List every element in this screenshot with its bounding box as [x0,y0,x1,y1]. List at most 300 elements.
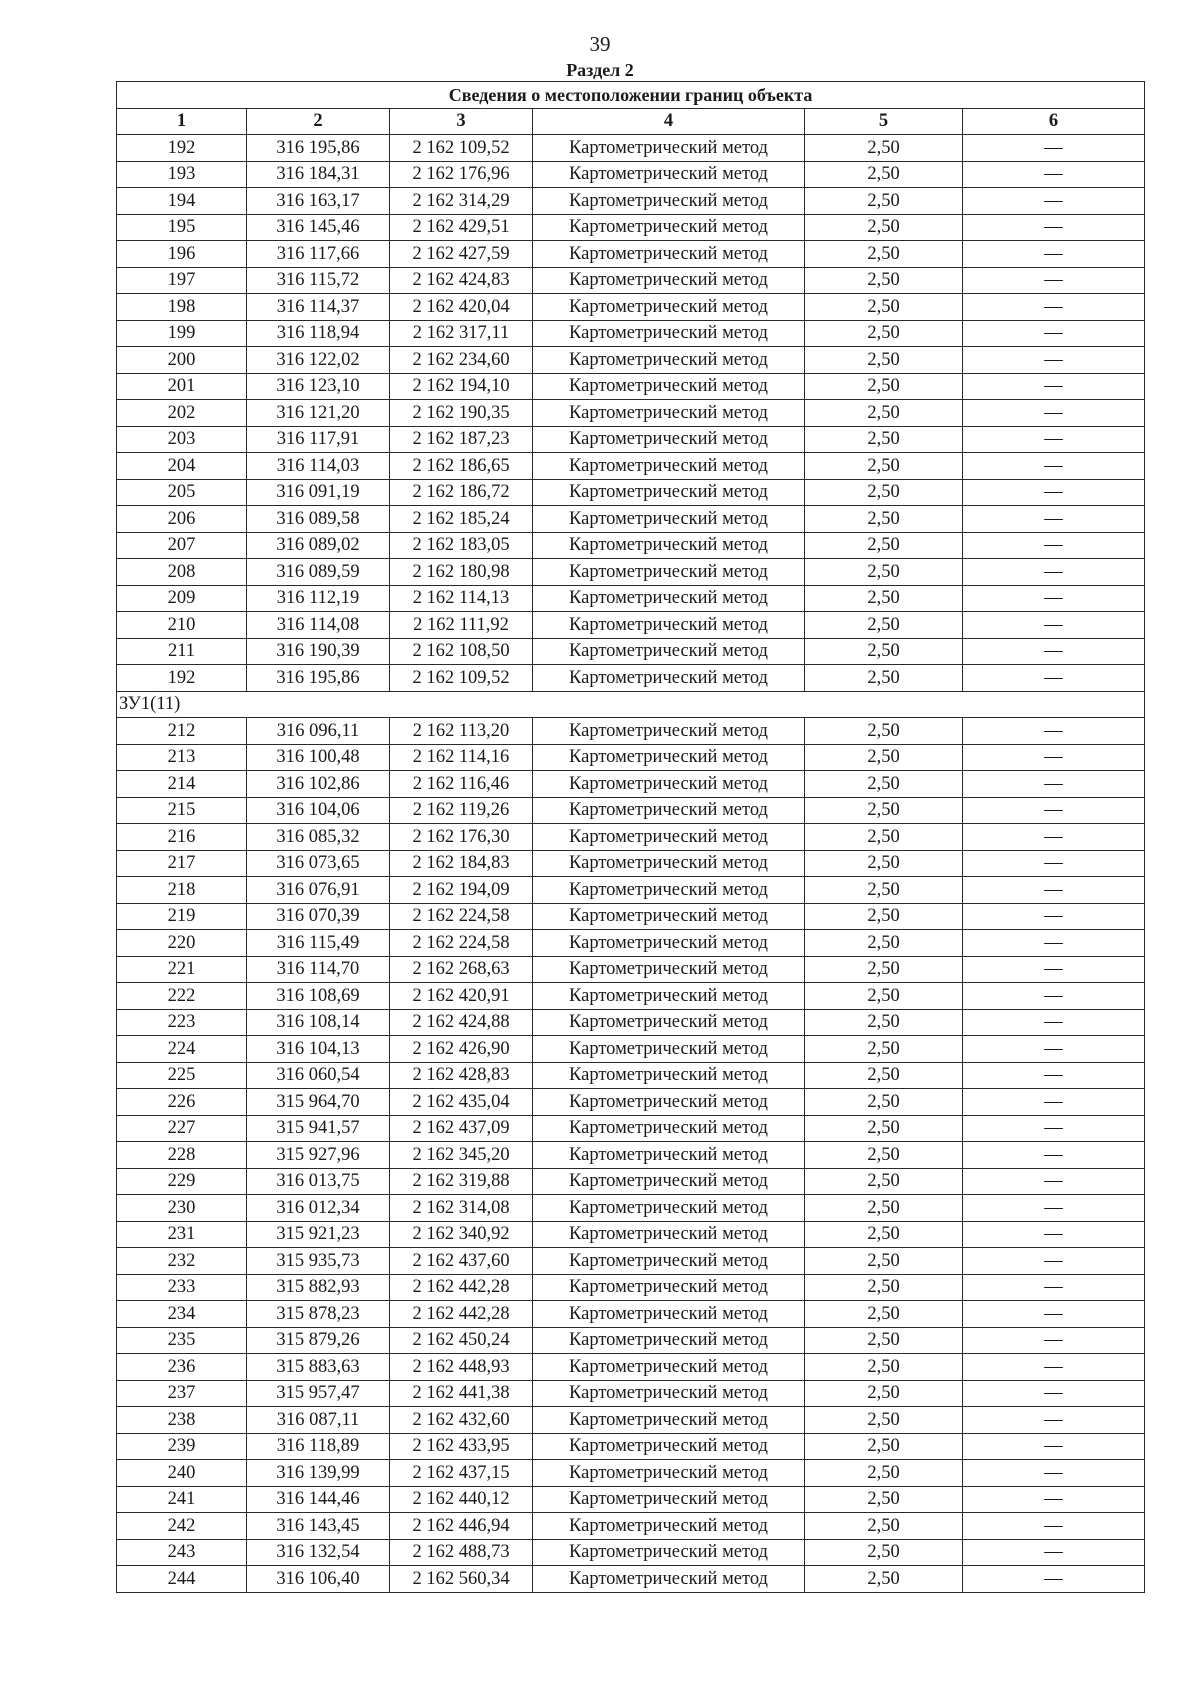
accuracy-cell: 2,50 [805,161,963,188]
table-row [117,824,1145,851]
y-coordinate-cell: 2 162 108,50 [390,638,533,665]
point-number-cell: 197 [117,267,247,294]
table-row [117,241,1145,268]
x-coordinate-cell: 316 012,34 [247,1195,390,1222]
method-cell: Картометрический метод [533,479,805,506]
accuracy-cell: 2,50 [805,214,963,241]
note-cell: — [963,559,1145,586]
table-row [117,479,1145,506]
note-cell: — [963,1195,1145,1222]
accuracy-cell: 2,50 [805,320,963,347]
section-title: Раздел 2 [566,60,634,80]
method-cell: Картометрический метод [533,983,805,1010]
y-coordinate-cell: 2 162 114,13 [390,585,533,612]
accuracy-cell: 2,50 [805,1115,963,1142]
note-cell: — [963,771,1145,798]
accuracy-cell: 2,50 [805,1327,963,1354]
note-cell: — [963,983,1145,1010]
table-row [117,161,1145,188]
table-row [117,267,1145,294]
point-number-cell: 213 [117,744,247,771]
method-cell: Картометрический метод [533,1486,805,1513]
table-body [117,135,1145,1593]
y-coordinate-cell: 2 162 119,26 [390,797,533,824]
x-coordinate-cell: 315 927,96 [247,1142,390,1169]
point-number-cell: 202 [117,400,247,427]
note-cell: — [963,1062,1145,1089]
y-coordinate-cell: 2 162 194,10 [390,373,533,400]
x-coordinate-cell: 316 073,65 [247,850,390,877]
x-coordinate-cell: 316 123,10 [247,373,390,400]
column-header-3: 3 [390,108,533,135]
point-number-cell: 224 [117,1036,247,1063]
x-coordinate-cell: 316 013,75 [247,1168,390,1195]
note-cell: — [963,294,1145,321]
accuracy-cell: 2,50 [805,744,963,771]
note-cell: — [963,824,1145,851]
method-cell: Картометрический метод [533,665,805,692]
table-row [117,1460,1145,1487]
y-coordinate-cell: 2 162 113,20 [390,718,533,745]
y-coordinate-cell: 2 162 433,95 [390,1433,533,1460]
table-row [117,1274,1145,1301]
point-number-cell: 232 [117,1248,247,1275]
y-coordinate-cell: 2 162 176,30 [390,824,533,851]
point-number-cell: 209 [117,585,247,612]
table-row [117,1566,1145,1593]
method-cell: Картометрический метод [533,718,805,745]
point-number-cell: 221 [117,956,247,983]
accuracy-cell: 2,50 [805,347,963,374]
accuracy-cell: 2,50 [805,532,963,559]
method-cell: Картометрический метод [533,506,805,533]
x-coordinate-cell: 316 102,86 [247,771,390,798]
x-coordinate-cell: 316 087,11 [247,1407,390,1434]
accuracy-cell: 2,50 [805,665,963,692]
accuracy-cell: 2,50 [805,1460,963,1487]
accuracy-cell: 2,50 [805,903,963,930]
note-cell: — [963,1539,1145,1566]
x-coordinate-cell: 316 070,39 [247,903,390,930]
y-coordinate-cell: 2 162 424,88 [390,1009,533,1036]
point-number-cell: 219 [117,903,247,930]
note-cell: — [963,453,1145,480]
y-coordinate-cell: 2 162 116,46 [390,771,533,798]
y-coordinate-cell: 2 162 420,91 [390,983,533,1010]
table-row [117,612,1145,639]
table-row [117,956,1145,983]
note-cell: — [963,877,1145,904]
accuracy-cell: 2,50 [805,612,963,639]
method-cell: Картометрический метод [533,1539,805,1566]
accuracy-cell: 2,50 [805,930,963,957]
method-cell: Картометрический метод [533,532,805,559]
x-coordinate-cell: 315 878,23 [247,1301,390,1328]
accuracy-cell: 2,50 [805,956,963,983]
table-row [117,1301,1145,1328]
y-coordinate-cell: 2 162 488,73 [390,1539,533,1566]
point-number-cell: 212 [117,718,247,745]
x-coordinate-cell: 316 114,70 [247,956,390,983]
point-number-cell: 240 [117,1460,247,1487]
table-row [117,1433,1145,1460]
point-number-cell: 243 [117,1539,247,1566]
note-cell: — [963,1354,1145,1381]
note-cell: — [963,347,1145,374]
note-cell: — [963,214,1145,241]
y-coordinate-cell: 2 162 426,90 [390,1036,533,1063]
x-coordinate-cell: 316 115,49 [247,930,390,957]
y-coordinate-cell: 2 162 446,94 [390,1513,533,1540]
y-coordinate-cell: 2 162 420,04 [390,294,533,321]
x-coordinate-cell: 315 935,73 [247,1248,390,1275]
point-number-cell: 203 [117,426,247,453]
y-coordinate-cell: 2 162 186,72 [390,479,533,506]
method-cell: Картометрический метод [533,1195,805,1222]
method-cell: Картометрический метод [533,1248,805,1275]
y-coordinate-cell: 2 162 194,09 [390,877,533,904]
accuracy-cell: 2,50 [805,479,963,506]
point-number-cell: 217 [117,850,247,877]
note-cell: — [963,1566,1145,1593]
y-coordinate-cell: 2 162 428,83 [390,1062,533,1089]
note-cell: — [963,612,1145,639]
accuracy-cell: 2,50 [805,850,963,877]
y-coordinate-cell: 2 162 319,88 [390,1168,533,1195]
table-row [117,1036,1145,1063]
table-row [117,983,1145,1010]
method-cell: Картометрический метод [533,1433,805,1460]
accuracy-cell: 2,50 [805,983,963,1010]
x-coordinate-cell: 316 139,99 [247,1460,390,1487]
boundary-coordinates-table [116,81,1145,1593]
note-cell: — [963,1248,1145,1275]
accuracy-cell: 2,50 [805,267,963,294]
accuracy-cell: 2,50 [805,771,963,798]
parcel-group-label: ЗУ1(11) [117,691,1145,718]
method-cell: Картометрический метод [533,559,805,586]
x-coordinate-cell: 316 118,94 [247,320,390,347]
note-cell: — [963,532,1145,559]
point-number-cell: 229 [117,1168,247,1195]
y-coordinate-cell: 2 162 448,93 [390,1354,533,1381]
method-cell: Картометрический метод [533,267,805,294]
point-number-cell: 210 [117,612,247,639]
point-number-cell: 192 [117,665,247,692]
x-coordinate-cell: 316 144,46 [247,1486,390,1513]
point-number-cell: 214 [117,771,247,798]
column-header-5: 5 [805,108,963,135]
note-cell: — [963,1380,1145,1407]
table-row [117,1009,1145,1036]
accuracy-cell: 2,50 [805,241,963,268]
table-row [117,771,1145,798]
table-row [117,1248,1145,1275]
point-number-cell: 225 [117,1062,247,1089]
accuracy-cell: 2,50 [805,1539,963,1566]
table-row [117,1062,1145,1089]
x-coordinate-cell: 316 184,31 [247,161,390,188]
accuracy-cell: 2,50 [805,1195,963,1222]
table-row [117,320,1145,347]
y-coordinate-cell: 2 162 109,52 [390,135,533,162]
table-row [117,347,1145,374]
note-cell: — [963,903,1145,930]
table-row [117,1115,1145,1142]
accuracy-cell: 2,50 [805,1036,963,1063]
y-coordinate-cell: 2 162 427,59 [390,241,533,268]
table-row [117,135,1145,162]
column-header-6: 6 [963,108,1145,135]
y-coordinate-cell: 2 162 176,96 [390,161,533,188]
point-number-cell: 198 [117,294,247,321]
x-coordinate-cell: 315 941,57 [247,1115,390,1142]
method-cell: Картометрический метод [533,1513,805,1540]
table-row [117,453,1145,480]
table-row [117,214,1145,241]
point-number-cell: 234 [117,1301,247,1328]
method-cell: Картометрический метод [533,1354,805,1381]
point-number-cell: 226 [117,1089,247,1116]
point-number-cell: 242 [117,1513,247,1540]
point-number-cell: 215 [117,797,247,824]
x-coordinate-cell: 316 085,32 [247,824,390,851]
method-cell: Картометрический метод [533,1407,805,1434]
y-coordinate-cell: 2 162 268,63 [390,956,533,983]
y-coordinate-cell: 2 162 429,51 [390,214,533,241]
table-row [117,1327,1145,1354]
note-cell: — [963,135,1145,162]
method-cell: Картометрический метод [533,1566,805,1593]
y-coordinate-cell: 2 162 187,23 [390,426,533,453]
note-cell: — [963,956,1145,983]
x-coordinate-cell: 316 076,91 [247,877,390,904]
x-coordinate-cell: 316 091,19 [247,479,390,506]
point-number-cell: 211 [117,638,247,665]
x-coordinate-cell: 316 114,03 [247,453,390,480]
accuracy-cell: 2,50 [805,1513,963,1540]
point-number-cell: 208 [117,559,247,586]
x-coordinate-cell: 315 964,70 [247,1089,390,1116]
point-number-cell: 228 [117,1142,247,1169]
method-cell: Картометрический метод [533,241,805,268]
y-coordinate-cell: 2 162 114,16 [390,744,533,771]
point-number-cell: 200 [117,347,247,374]
y-coordinate-cell: 2 162 442,28 [390,1301,533,1328]
point-number-cell: 239 [117,1433,247,1460]
y-coordinate-cell: 2 162 424,83 [390,267,533,294]
point-number-cell: 201 [117,373,247,400]
point-number-cell: 231 [117,1221,247,1248]
note-cell: — [963,1142,1145,1169]
point-number-cell: 238 [117,1407,247,1434]
point-number-cell: 216 [117,824,247,851]
accuracy-cell: 2,50 [805,1566,963,1593]
point-number-cell: 227 [117,1115,247,1142]
note-cell: — [963,373,1145,400]
x-coordinate-cell: 316 096,11 [247,718,390,745]
accuracy-cell: 2,50 [805,585,963,612]
method-cell: Картометрический метод [533,1327,805,1354]
method-cell: Картометрический метод [533,824,805,851]
method-cell: Картометрический метод [533,1115,805,1142]
y-coordinate-cell: 2 162 184,83 [390,850,533,877]
method-cell: Картометрический метод [533,850,805,877]
table-row [117,188,1145,215]
accuracy-cell: 2,50 [805,1221,963,1248]
column-header-1: 1 [117,108,247,135]
note-cell: — [963,850,1145,877]
table-row [117,1195,1145,1222]
note-cell: — [963,797,1145,824]
accuracy-cell: 2,50 [805,1380,963,1407]
method-cell: Картометрический метод [533,214,805,241]
point-number-cell: 207 [117,532,247,559]
method-cell: Картометрический метод [533,453,805,480]
y-coordinate-cell: 2 162 111,92 [390,612,533,639]
note-cell: — [963,400,1145,427]
y-coordinate-cell: 2 162 437,09 [390,1115,533,1142]
accuracy-cell: 2,50 [805,824,963,851]
x-coordinate-cell: 316 104,06 [247,797,390,824]
method-cell: Картометрический метод [533,612,805,639]
note-cell: — [963,665,1145,692]
y-coordinate-cell: 2 162 183,05 [390,532,533,559]
table-row [117,1142,1145,1169]
point-number-cell: 218 [117,877,247,904]
table-row [117,1354,1145,1381]
point-number-cell: 235 [117,1327,247,1354]
table-caption-row [117,82,1145,109]
y-coordinate-cell: 2 162 437,15 [390,1460,533,1487]
method-cell: Картометрический метод [533,1168,805,1195]
method-cell: Картометрический метод [533,797,805,824]
table-row [117,638,1145,665]
accuracy-cell: 2,50 [805,797,963,824]
accuracy-cell: 2,50 [805,426,963,453]
x-coordinate-cell: 316 089,02 [247,532,390,559]
table-row [117,559,1145,586]
table-caption: Сведения о местоположении границ объекта [117,82,1145,109]
method-cell: Картометрический метод [533,1062,805,1089]
point-number-cell: 241 [117,1486,247,1513]
note-cell: — [963,744,1145,771]
method-cell: Картометрический метод [533,294,805,321]
x-coordinate-cell: 316 089,59 [247,559,390,586]
y-coordinate-cell: 2 162 109,52 [390,665,533,692]
point-number-cell: 206 [117,506,247,533]
method-cell: Картометрический метод [533,744,805,771]
accuracy-cell: 2,50 [805,1062,963,1089]
method-cell: Картометрический метод [533,877,805,904]
table-row [117,1221,1145,1248]
accuracy-cell: 2,50 [805,506,963,533]
accuracy-cell: 2,50 [805,400,963,427]
table-row [117,930,1145,957]
x-coordinate-cell: 316 195,86 [247,665,390,692]
method-cell: Картометрический метод [533,426,805,453]
accuracy-cell: 2,50 [805,373,963,400]
accuracy-cell: 2,50 [805,638,963,665]
x-coordinate-cell: 315 883,63 [247,1354,390,1381]
accuracy-cell: 2,50 [805,559,963,586]
x-coordinate-cell: 315 957,47 [247,1380,390,1407]
accuracy-cell: 2,50 [805,1009,963,1036]
point-number-cell: 192 [117,135,247,162]
column-number-row [117,108,1145,135]
table-row [117,1407,1145,1434]
method-cell: Картометрический метод [533,1036,805,1063]
accuracy-cell: 2,50 [805,1168,963,1195]
note-cell: — [963,1327,1145,1354]
table-row [117,506,1145,533]
y-coordinate-cell: 2 162 317,11 [390,320,533,347]
x-coordinate-cell: 316 195,86 [247,135,390,162]
point-number-cell: 195 [117,214,247,241]
y-coordinate-cell: 2 162 234,60 [390,347,533,374]
note-cell: — [963,241,1145,268]
y-coordinate-cell: 2 162 432,60 [390,1407,533,1434]
accuracy-cell: 2,50 [805,1142,963,1169]
point-number-cell: 204 [117,453,247,480]
table-row [117,426,1145,453]
note-cell: — [963,1089,1145,1116]
note-cell: — [963,1168,1145,1195]
y-coordinate-cell: 2 162 340,92 [390,1221,533,1248]
note-cell: — [963,585,1145,612]
point-number-cell: 233 [117,1274,247,1301]
x-coordinate-cell: 316 112,19 [247,585,390,612]
accuracy-cell: 2,50 [805,188,963,215]
y-coordinate-cell: 2 162 190,35 [390,400,533,427]
y-coordinate-cell: 2 162 314,29 [390,188,533,215]
method-cell: Картометрический метод [533,956,805,983]
method-cell: Картометрический метод [533,135,805,162]
x-coordinate-cell: 316 106,40 [247,1566,390,1593]
table-row [117,373,1145,400]
table-row [117,877,1145,904]
method-cell: Картометрический метод [533,1089,805,1116]
note-cell: — [963,267,1145,294]
x-coordinate-cell: 316 104,13 [247,1036,390,1063]
accuracy-cell: 2,50 [805,1354,963,1381]
y-coordinate-cell: 2 162 442,28 [390,1274,533,1301]
accuracy-cell: 2,50 [805,718,963,745]
note-cell: — [963,1513,1145,1540]
table-row [117,744,1145,771]
table-row [117,294,1145,321]
x-coordinate-cell: 316 132,54 [247,1539,390,1566]
point-number-cell: 196 [117,241,247,268]
column-header-4: 4 [533,108,805,135]
x-coordinate-cell: 316 108,14 [247,1009,390,1036]
method-cell: Картометрический метод [533,1009,805,1036]
note-cell: — [963,718,1145,745]
y-coordinate-cell: 2 162 440,12 [390,1486,533,1513]
method-cell: Картометрический метод [533,771,805,798]
table-row [117,850,1145,877]
table-row [117,665,1145,692]
y-coordinate-cell: 2 162 345,20 [390,1142,533,1169]
table-row [117,585,1145,612]
note-cell: — [963,1274,1145,1301]
method-cell: Картометрический метод [533,400,805,427]
x-coordinate-cell: 315 882,93 [247,1274,390,1301]
note-cell: — [963,1433,1145,1460]
method-cell: Картометрический метод [533,188,805,215]
method-cell: Картометрический метод [533,585,805,612]
method-cell: Картометрический метод [533,1460,805,1487]
